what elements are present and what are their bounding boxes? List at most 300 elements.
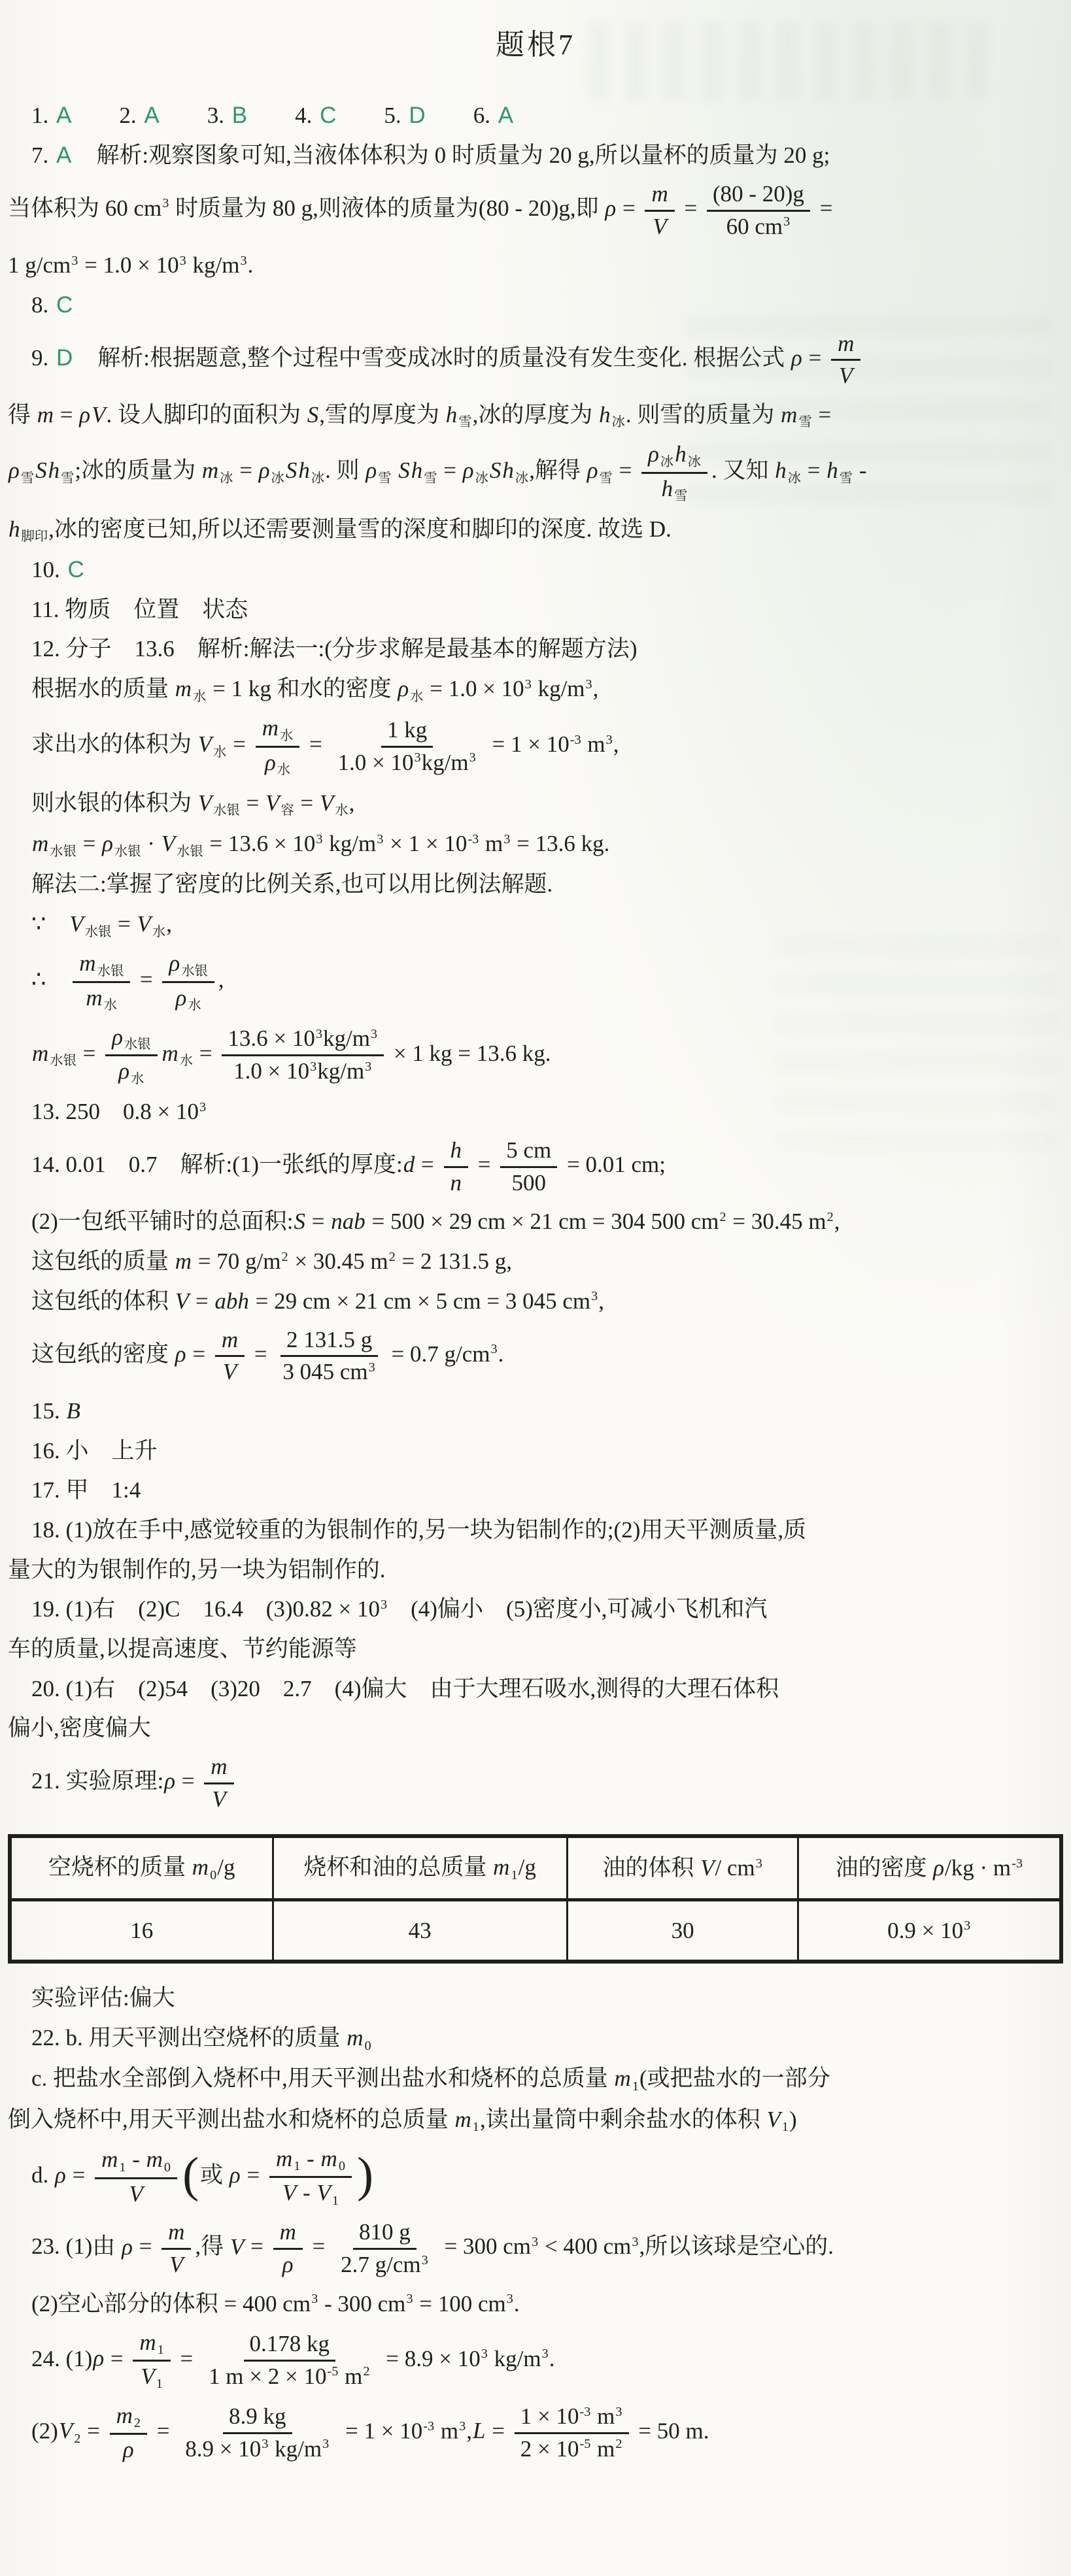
variable: m	[221, 1326, 239, 1352]
variable: V	[175, 1288, 190, 1314]
variable: S	[285, 458, 298, 484]
fraction	[133, 2329, 170, 2392]
fraction-numerator: $1 \times 10^{-3}$ $m^3$	[515, 2403, 629, 2434]
variable: S	[35, 458, 47, 484]
solution-9-line4: h脚印,冰的密度已知,所以还需要测量雪的深度和脚印的深度. 故选 D.	[8, 516, 672, 544]
variable: m	[201, 458, 219, 484]
fraction	[204, 1753, 233, 1813]
answer-18-line2: 量大的为银制作的,另一块为铝制作的.	[8, 1556, 386, 1582]
variable: m	[262, 715, 279, 741]
subscript: 0	[210, 1867, 217, 1882]
solution-23-line2: (2)空心部分的体积 = 400 $cm^3 - 300$ $cm^3 = 100$ $cm^3$.	[31, 2290, 520, 2317]
variable: m	[192, 1854, 209, 1881]
variable: ρ	[164, 1768, 176, 1794]
superscript: 2	[826, 1209, 834, 1224]
answer-20: 20. (1)右 (2)54 (3)20 2.7 (4)偏大 由于大理石吸水,测得的大理石体积	[31, 1675, 779, 1701]
big-paren: (	[182, 2147, 199, 2202]
variable: ρ	[169, 950, 180, 977]
fraction-numerator	[215, 1326, 245, 1358]
fraction-numerator	[273, 2218, 303, 2250]
variable: S	[398, 458, 410, 484]
subscript: 水	[279, 728, 294, 743]
fraction-denominator: 3 045 $cm^3$	[282, 1359, 375, 1385]
variable: m	[493, 1854, 510, 1881]
variable: m	[86, 984, 103, 1011]
superscript: -5	[327, 2364, 339, 2379]
variable: V	[230, 2233, 245, 2260]
document-content	[8, 99, 1063, 2465]
variable: nab	[331, 1209, 366, 1235]
solution-12-line8: ∴ m水银 m水 = ρ水银 ρ水 ,	[31, 950, 224, 1013]
answer-8: 8. C	[8, 289, 1063, 322]
subscript: 水	[131, 1071, 144, 1086]
subscript: 冰	[475, 471, 488, 486]
answer-11: 11. 物质 位置 状态	[31, 596, 248, 622]
variable: V	[141, 2363, 155, 2389]
answer-22-d: d. ρ = $\frac{m1 - m0}{V}$ (或 ρ = $\frac{m1 - m0}{V - V1}$ )	[31, 2146, 374, 2208]
solution-14-line3: 这包纸的质量 m = 70 $g/m^2 \times 30.45$ $m^2 = 2$ 131.5 g,	[31, 1248, 512, 1275]
answer-letter: C	[67, 557, 84, 583]
variable: ρ	[122, 2233, 133, 2260]
subscript: 雪	[674, 488, 688, 503]
variable: m	[32, 831, 49, 857]
solution-12-line7: ∵ V水银 = V水,	[31, 911, 172, 939]
variable: V	[197, 731, 212, 758]
variable: V	[766, 2106, 781, 2132]
fraction-numerator: $13.6 \times 10^3kg/m^3$	[222, 1025, 384, 1056]
subscript: 水	[188, 998, 201, 1013]
fraction-denominator: $8.9 \times 10^3$ $kg/m^3$	[185, 2435, 330, 2462]
answer-letter: C	[320, 103, 337, 129]
variable: m	[162, 1040, 178, 1066]
subscript: 0	[338, 2159, 345, 2174]
solution-7: 7. A 解析:观察图象可知,当液体体积为 0 时质量为 20 g,所以量杯的质量为 20 g;	[31, 142, 830, 169]
fraction	[269, 2145, 352, 2209]
fraction-numerator	[444, 1137, 469, 1168]
fraction-denominator	[169, 983, 208, 1014]
superscript: 3	[421, 2252, 428, 2267]
subscript: 冰	[271, 471, 284, 486]
fraction-numerator: 810 g	[353, 2218, 416, 2250]
variable: ρ	[102, 831, 113, 857]
answer-letter: A	[498, 103, 514, 129]
solution-12-line4: 则水银的体积为 V水银 = V容 = V水,	[31, 790, 355, 818]
variable: m	[175, 676, 192, 702]
fraction	[277, 1326, 381, 1386]
variable: h	[48, 458, 60, 484]
fraction-denominator: $2 \times 10^{-5}$ $m^2$	[520, 2435, 622, 2462]
variable: V	[197, 790, 212, 816]
variable: m	[347, 2025, 364, 2051]
superscript: 3	[179, 253, 186, 268]
table-header-cell: 空烧杯的质量 m0/g	[10, 1836, 273, 1899]
subscript: 水银	[213, 803, 240, 818]
table-cell: 30	[567, 1899, 798, 1962]
superscript: 3	[490, 1342, 498, 1357]
fraction-denominator: 500	[511, 1169, 547, 1196]
answer-10: 10. C	[8, 554, 1063, 586]
variable: ρ	[462, 458, 474, 484]
variable: m	[651, 180, 668, 207]
answer-letter: D	[409, 103, 426, 129]
superscript: 3	[322, 2437, 330, 2452]
subscript: 水银	[181, 963, 208, 979]
superscript: -3	[423, 2418, 435, 2434]
superscript: 3	[541, 2346, 549, 2361]
fraction-numerator	[204, 1753, 233, 1784]
answer-letter: A	[56, 142, 72, 169]
answer-letter: B	[231, 103, 248, 129]
answer-19: 19. (1)右 (2)C 16.4 $(3)0.82 \times 10^3$ (4)偏小 (5)密度小,可减小飞机和汽	[31, 1596, 768, 1622]
superscript: 3	[316, 831, 323, 846]
variable: V	[653, 213, 667, 239]
superscript: 3	[632, 2235, 639, 2250]
superscript: 3	[311, 2292, 318, 2307]
variable: h	[661, 475, 673, 501]
fraction-numerator: 5 cm	[500, 1137, 557, 1168]
fraction-numerator: (80 - 20)g	[707, 180, 810, 212]
fraction-numerator	[641, 441, 707, 473]
subscript: 水银	[177, 844, 203, 859]
fraction-denominator	[276, 2250, 300, 2279]
variable: V	[222, 1359, 237, 1385]
superscript: 3	[310, 1059, 317, 1074]
variable: ρ	[264, 749, 276, 775]
fraction-denominator	[79, 983, 124, 1014]
variable: ρ	[366, 458, 377, 484]
solution-14-line2: (2)一包纸平铺时的总面积:S = nab = 500 × 29 cm × 21 cm = 304 500 $cm^2 = 30.45$ $m^2$,	[31, 1209, 840, 1235]
subscript: 水	[179, 1054, 194, 1069]
variable: ρ	[8, 458, 20, 484]
variable: ρ	[605, 195, 617, 222]
fraction-denominator	[216, 1357, 243, 1386]
fraction	[831, 330, 860, 390]
subscript: 水	[193, 689, 207, 704]
fraction-denominator	[205, 1784, 232, 1814]
variable: ρ	[175, 1341, 186, 1367]
subscript: 2	[133, 2416, 141, 2431]
subscript: 1	[511, 1867, 518, 1882]
variable: n	[450, 1169, 462, 1196]
variable: ρ	[586, 458, 598, 484]
solution-7-line2: 当体积为 60 $cm^3$ 时质量为 80 g,则液体的质量为(80 - 20)g,即 ρ = $\frac{m}{V}$ = $\frac{(80 - 20)g}{60 cm^3}$ =	[8, 179, 1063, 242]
answer-22-c-line2: 倒入烧杯中,用天平测出盐水和烧杯的总质量 m1,读出量筒中剩余盐水的体积 V1)	[8, 2106, 797, 2135]
fraction-denominator	[832, 361, 859, 390]
variable: m	[275, 2146, 293, 2171]
variable: m	[454, 2106, 471, 2132]
fraction-numerator	[162, 950, 214, 982]
fraction	[73, 950, 130, 1013]
superscript: 3	[240, 253, 247, 268]
subscript: 雪	[798, 415, 812, 430]
fraction-denominator	[116, 2435, 141, 2464]
superscript: 3	[414, 750, 421, 765]
variable: m	[614, 2066, 631, 2092]
solution-14: 14. 0.01 0.7 解析:(1)一张纸的厚度:d = $\frac{h}{n}$ = $\frac{5 cm}{500}$ = 0.01 cm;	[8, 1135, 1063, 1198]
fraction-denominator	[134, 2362, 169, 2392]
variable: m	[320, 2146, 337, 2171]
variable: V	[265, 790, 280, 816]
fraction	[162, 950, 214, 1013]
variable: ρ	[398, 676, 409, 702]
fraction-denominator	[112, 1056, 150, 1087]
variable: ρ	[933, 1855, 945, 1881]
variable: m	[175, 1248, 192, 1275]
fraction-numerator: 1 kg	[381, 716, 433, 748]
subscript: 雪	[424, 471, 437, 486]
subscript: 水	[103, 998, 117, 1013]
table-header-cell: 油的密度 $\rho/kg \cdot m^{-3}$	[798, 1836, 1061, 1899]
subscript: 冰	[515, 471, 529, 486]
variable: ρ	[791, 344, 802, 371]
variable: V	[161, 831, 176, 857]
variable: V	[839, 363, 853, 389]
answer-13: 13. 250 $0.8 \times 10^3$	[31, 1099, 207, 1125]
superscript: -5	[579, 2437, 591, 2452]
fraction	[203, 2330, 376, 2390]
subscript: 雪	[839, 471, 853, 486]
subscript: 雪	[599, 471, 613, 486]
fraction-denominator: 60 $cm^3$	[726, 213, 790, 239]
variable: h	[675, 441, 687, 467]
fraction-denominator	[444, 1168, 469, 1197]
solution-23: 23. (1)由 ρ = $\frac{m}{V}$ ,得 V = $\frac{m}{\rho}$ = $\frac{810 g}{2.7 g/cm^3}$ = 300 $cm^3 < 400$ $cm^3$,所以该球是空心的.	[8, 2217, 1063, 2280]
superscript: 3	[71, 253, 78, 268]
superscript: 3	[377, 831, 384, 846]
subscript: 水银	[84, 924, 112, 939]
answer-letter: D	[56, 344, 73, 371]
fraction-numerator	[73, 950, 130, 982]
answer-21-evaluation: 实验评估:偏大	[31, 1985, 175, 2011]
superscript: 3	[459, 2418, 466, 2434]
fraction	[179, 2403, 335, 2463]
variable: V	[69, 911, 84, 937]
variable: ρ	[282, 2252, 294, 2278]
superscript: 3	[524, 677, 532, 692]
fraction-numerator	[256, 714, 300, 747]
fraction-denominator: $1.0 \times 10^3kg/m^3$	[233, 1058, 372, 1084]
fraction-numerator	[831, 330, 860, 361]
table-header-row	[10, 1836, 1061, 1899]
fraction-denominator: V - V1	[282, 2180, 339, 2208]
fraction-numerator	[110, 2402, 147, 2435]
fraction-denominator: 2.7 $g/cm^3$	[341, 2252, 428, 2278]
subscript: 水	[410, 689, 424, 704]
superscript: 3	[365, 1059, 372, 1074]
superscript: 3	[262, 2437, 269, 2452]
fraction	[444, 1137, 469, 1197]
answer-16: 16. 小 上升	[31, 1437, 158, 1464]
variable: h	[445, 401, 458, 427]
variable: L	[473, 2418, 486, 2444]
superscript: 3	[368, 1360, 375, 1375]
superscript: 3	[591, 1289, 598, 1304]
superscript: 3	[506, 2292, 513, 2307]
fraction-numerator	[133, 2329, 170, 2362]
solution-12-line2: 根据水的质量 m水 = 1 kg 和水的密度 ρ水 = $1.0 \times 10^3$ $kg/m^3$,	[31, 676, 599, 704]
solution-9: 9. D 解析:根据题意,整个过程中雪变成冰时的质量没有发生变化. 根据公式 ρ = $\frac{m}{V}$	[8, 329, 1063, 392]
variable: h	[298, 458, 310, 484]
subscript: 水	[213, 744, 227, 760]
subscript: 1	[119, 2160, 126, 2175]
subscript: 0	[364, 2038, 371, 2053]
fraction-numerator: m1 - m0	[269, 2145, 352, 2178]
fraction-denominator	[163, 2250, 190, 2279]
fraction-denominator: 1 $m \times 2 \times 10^{-5}$ $m^2$	[209, 2363, 370, 2389]
subscript: 水银	[124, 1037, 151, 1052]
fraction	[256, 714, 300, 778]
superscript: 2	[719, 1209, 726, 1224]
variable: ρ	[229, 2162, 241, 2188]
fraction	[162, 2218, 191, 2279]
subscript: 1	[472, 2120, 479, 2135]
table-cell: $0.9 \times 10^3$	[798, 1899, 1061, 1962]
subscript: 1	[157, 2343, 164, 2358]
variable: m	[781, 401, 798, 427]
variable: m	[32, 1040, 49, 1066]
subscript: 水	[152, 924, 166, 939]
superscript: -3	[1012, 1856, 1023, 1871]
superscript: 3	[315, 1026, 322, 1041]
superscript: 3	[615, 2404, 622, 2419]
fraction-denominator	[655, 474, 694, 505]
fraction-numerator: 2 131.5 g	[280, 1326, 378, 1358]
variable: h	[775, 458, 787, 484]
variable: d	[403, 1152, 415, 1178]
variable: m	[79, 950, 96, 977]
subscript: 容	[280, 803, 294, 818]
fraction	[335, 2218, 435, 2279]
subscript: 冰	[687, 454, 701, 469]
superscript: 3	[755, 1856, 762, 1871]
fraction-numerator	[162, 2218, 191, 2250]
variable: m	[211, 1754, 228, 1780]
variable: m	[146, 2147, 163, 2173]
variable: S	[294, 1209, 306, 1235]
subscript: 雪	[458, 415, 472, 430]
fraction-denominator	[258, 748, 297, 778]
table-row	[10, 1899, 1061, 1962]
superscript: -3	[468, 831, 479, 846]
solution-12-line6: 解法二:掌握了密度的比例关系,也可以用比例法解题.	[31, 871, 553, 897]
subscript: 水银	[50, 1054, 76, 1069]
answer-letter: A	[56, 103, 72, 129]
subscript: 冰	[611, 415, 625, 430]
variable: V	[316, 2180, 331, 2206]
variable: V	[169, 2252, 184, 2278]
superscript: 2	[388, 1249, 396, 1264]
superscript: -3	[570, 732, 581, 747]
subscript: 水银	[97, 963, 124, 979]
variable: ρ	[175, 984, 187, 1011]
superscript: 3	[503, 831, 511, 846]
solution-12: 12. 分子 13.6 解析:解法一:(分步求解是最基本的解题方法)	[31, 636, 638, 662]
superscript: 3	[585, 677, 592, 692]
subscript: 水银	[50, 844, 76, 859]
subscript: 雪	[378, 471, 392, 486]
subscript: 冰	[660, 454, 674, 469]
variable: h	[411, 458, 423, 484]
answer-letter: C	[56, 292, 73, 318]
fraction	[707, 180, 810, 241]
variable: ρ	[93, 2345, 105, 2371]
fraction	[645, 180, 674, 241]
subscript: 1	[294, 2159, 301, 2174]
variable: h	[502, 458, 514, 484]
fraction-numerator	[645, 180, 674, 212]
fraction	[500, 1137, 557, 1197]
variable: V	[137, 911, 151, 937]
variable: m	[279, 2219, 296, 2245]
variable: V	[282, 2180, 297, 2206]
table-header-cell: 油的体积 V/ $cm^3$	[567, 1836, 798, 1899]
table-header-cell: 烧杯和油的总质量 m1/g	[273, 1836, 567, 1899]
variable: V	[92, 401, 106, 427]
solution-12-line9: m水银 = ρ水银 ρ水 m水 = $\frac{13.6 \times 10^3kg/m^3}{1.0 \times 10^3kg/m^3}$ × 1 kg = 13.6 kg.	[32, 1024, 551, 1086]
variable: V	[58, 2418, 73, 2444]
solution-9-line2: 得 m = ρV. 设人脚印的面积为 S,雪的厚度为 h雪,冰的厚度为 h冰. 则雪的质量为 m雪 =	[8, 401, 832, 430]
subscript: 冰	[787, 471, 802, 486]
fraction-denominator	[646, 212, 673, 241]
answer-letter: A	[144, 103, 160, 129]
variable: V	[319, 790, 334, 816]
variable: ρ	[258, 458, 270, 484]
variable: m	[838, 330, 855, 356]
variable: S	[489, 458, 502, 484]
superscript: -3	[579, 2404, 591, 2419]
fraction	[110, 2402, 147, 2464]
variable: ρ	[112, 1024, 123, 1050]
answer-22-b: 22. b. 用天平测出空烧杯的质量 m0	[31, 2025, 371, 2053]
variable: m	[168, 2219, 185, 2245]
superscript: 2	[281, 1249, 288, 1264]
answers-1-6: 1. A 2. A 3. B 4. C 5. D 6. A	[8, 99, 1063, 132]
variable: V	[700, 1855, 715, 1881]
fraction-numerator	[105, 1024, 157, 1056]
subscript: 1	[156, 2377, 163, 2392]
superscript: 3	[162, 196, 169, 211]
answer-18: 18. (1)放在手中,感觉较重的为银制作的,另一块为铝制作的;(2)用天平测质量,质	[31, 1516, 807, 1543]
variable: ρ	[118, 1058, 130, 1084]
subscript: 冰	[220, 471, 233, 486]
superscript: 3	[381, 1597, 388, 1612]
subscript: 脚印	[21, 529, 48, 544]
superscript: 2	[363, 2364, 370, 2379]
subscript: 雪	[20, 471, 35, 486]
superscript: 3	[370, 1026, 378, 1041]
variable: h	[8, 516, 20, 542]
superscript: 3	[783, 214, 790, 229]
variable: ρ	[122, 2437, 134, 2463]
superscript: 3	[605, 732, 613, 747]
fraction-numerator: 0.178 kg	[244, 2330, 336, 2362]
superscript: 3	[469, 750, 476, 765]
variable: V	[212, 1786, 226, 1812]
fraction-numerator: 8.9 kg	[223, 2403, 292, 2434]
big-paren: )	[356, 2147, 374, 2202]
subscript: 1	[332, 2193, 339, 2208]
variable: ρ	[79, 401, 91, 427]
fraction	[215, 1326, 245, 1386]
table-cell: 16	[10, 1899, 273, 1962]
superscript: 3	[481, 2346, 488, 2361]
fraction	[95, 2146, 177, 2208]
variable: ρ	[55, 2162, 66, 2188]
solution-9-line3: ρ雪Sh雪;冰的质量为 m冰 = ρ冰Sh冰. 则 ρ雪 Sh雪 = ρ冰Sh冰,解得 ρ雪 = ρ冰h冰 h雪 . 又知 h冰 = h雪 -	[8, 441, 867, 503]
variable: B	[66, 1397, 80, 1424]
fraction-denominator	[122, 2179, 149, 2209]
answer-21-principle: 21. 实验原理:ρ = $\frac{m}{V}$	[8, 1752, 1063, 1815]
